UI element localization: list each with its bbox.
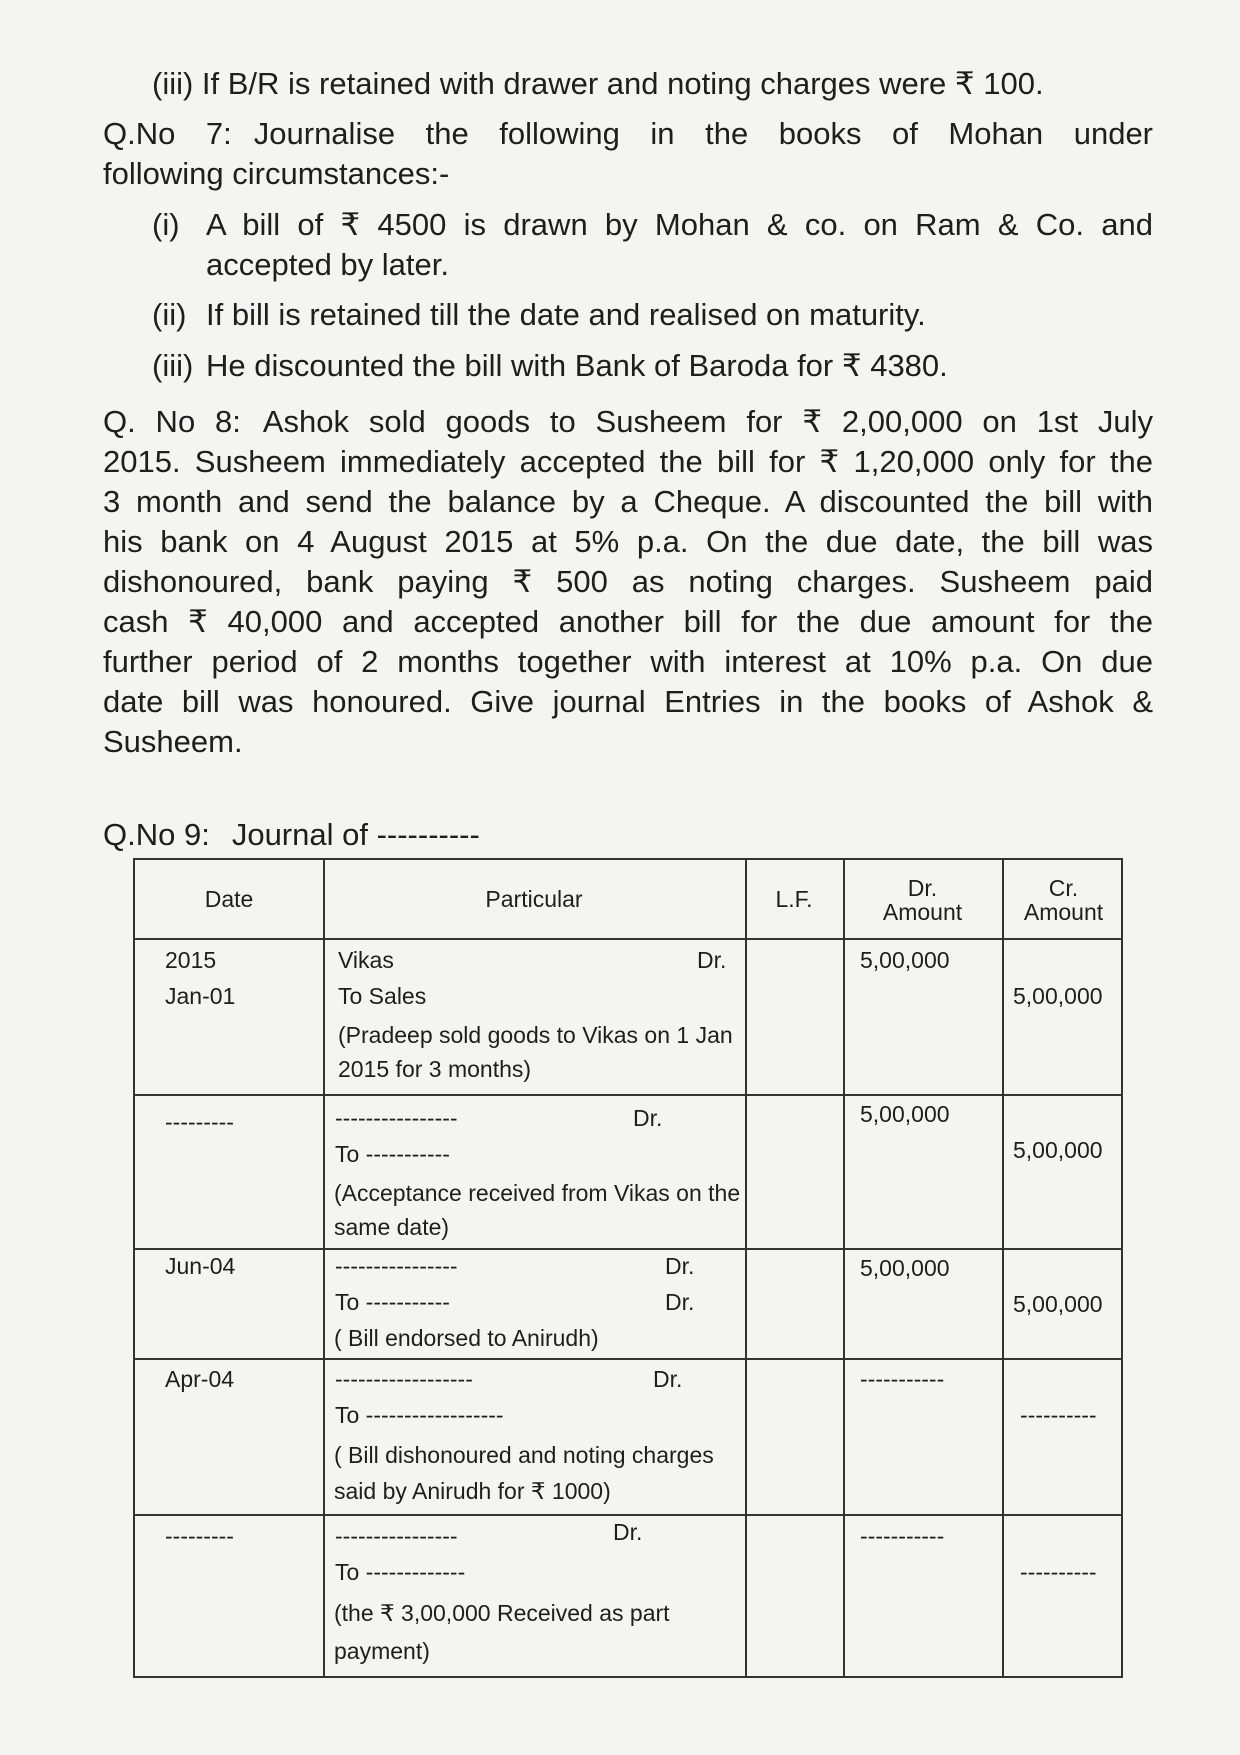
q8-line4: his bank on 4 August 2015 at 5% p.a. On the due date, the bill was <box>103 524 1153 559</box>
row1-cr-amount: 5,00,000 <box>1013 983 1103 1009</box>
row1-date2: Jan-01 <box>165 983 236 1009</box>
row5-cr-amount: ---------- <box>1020 1559 1097 1585</box>
row3-dr-mark2: Dr. <box>665 1289 695 1315</box>
divider-particular <box>745 860 747 1676</box>
row4-cr-amount: ---------- <box>1020 1402 1097 1428</box>
q8-line1 <box>103 402 1153 442</box>
row1-credit: To Sales <box>338 983 427 1009</box>
q8-label: Q. No 8: <box>103 404 241 439</box>
q8-line8: date bill was honoured. Give journal Entries in the books of Ashok & <box>103 684 1153 719</box>
q7-item-i-line2: accepted by later. <box>206 247 449 282</box>
q7-line1 <box>103 114 1153 154</box>
q7-text-line1: Journalise the following in the books of Mohan under <box>253 116 1154 151</box>
row3-debit: ---------------- <box>335 1253 458 1279</box>
row5-dr-amount: ----------- <box>860 1523 945 1549</box>
row1-dr-amount: 5,00,000 <box>860 947 950 973</box>
row2-cr-amount: 5,00,000 <box>1013 1137 1103 1163</box>
q8-line3: 3 month and send the balance by a Cheque. A discounted the bill with <box>103 484 1153 519</box>
row5-narration: (the ₹ 3,00,000 Received as part payment) <box>334 1600 670 1664</box>
header-dr-line1: Dr. <box>907 875 938 901</box>
header-date: Date <box>204 886 254 912</box>
row5-date: --------- <box>165 1523 234 1549</box>
q9-label: Q.No 9: <box>103 817 210 852</box>
row1-dr-mark: Dr. <box>697 947 727 973</box>
row5-dr-mark: Dr. <box>613 1519 643 1545</box>
header-dr-amount <box>843 876 1002 924</box>
q7-item-ii-text: If bill is retained till the date and realised on maturity. <box>206 297 926 332</box>
q8-line6: cash ₹ 40,000 and accepted another bill for the due amount for the <box>103 604 1153 639</box>
row1-date1: 2015 <box>165 947 217 973</box>
row3-dr-mark: Dr. <box>665 1253 695 1279</box>
row2-dr-amount: 5,00,000 <box>860 1101 950 1127</box>
row4-dr-amount: ----------- <box>860 1366 945 1392</box>
row2-narration: (Acceptance received from Vikas on the same date) <box>334 1180 741 1240</box>
q8-line5: dishonoured, bank paying ₹ 500 as noting charges. Susheem paid <box>103 564 1153 599</box>
q8-line2: 2015. Susheem immediately accepted the bill for ₹ 1,20,000 only for the <box>103 444 1153 479</box>
divider-header <box>135 938 1121 940</box>
row3-credit: To ----------- <box>335 1289 450 1315</box>
header-cr-line1: Cr. <box>1048 875 1079 901</box>
divider-row1 <box>135 1094 1121 1096</box>
row5-credit: To ------------- <box>335 1559 466 1585</box>
row4-credit: To ------------------ <box>335 1402 504 1428</box>
row2-dr-mark: Dr. <box>633 1105 663 1131</box>
divider-row4 <box>135 1514 1121 1516</box>
row2-date: --------- <box>165 1109 234 1135</box>
q8-line1-text: Ashok sold goods to Susheem for ₹ 2,00,000 on 1st July <box>262 404 1154 439</box>
header-cr-amount <box>1002 876 1125 924</box>
divider-dr <box>1002 860 1004 1676</box>
row2-credit: To ----------- <box>335 1141 450 1167</box>
q7-item-ii-num: (ii) <box>152 297 187 332</box>
row5-debit: ---------------- <box>335 1523 458 1549</box>
row1-debit: Vikas <box>338 947 394 973</box>
q7-item-iii-text: He discounted the bill with Bank of Baroda for ₹ 4380. <box>206 348 948 383</box>
row4-narration: ( Bill dishonoured and noting charges said by Anirudh for ₹ 1000) <box>334 1442 714 1504</box>
q7-label: Q.No 7: <box>103 116 232 151</box>
header-cr-line2: Amount <box>1023 899 1104 925</box>
header-lf: L.F. <box>775 886 813 912</box>
q7-item-iii-num: (iii) <box>152 348 194 383</box>
header-dr-line2: Amount <box>882 899 963 925</box>
row1-narration: (Pradeep sold goods to Vikas on 1 Jan 2015 for 3 months) <box>338 1022 733 1082</box>
divider-date <box>323 860 325 1676</box>
row4-date: Apr-04 <box>165 1366 235 1392</box>
row3-narration: ( Bill endorsed to Anirudh) <box>334 1325 599 1351</box>
row3-dr-amount: 5,00,000 <box>860 1255 950 1281</box>
row2-debit: ---------------- <box>335 1105 458 1131</box>
q8-line7: further period of 2 months together with interest at 10% p.a. On due <box>103 644 1153 679</box>
q7-item-i-line1: A bill of ₹ 4500 is drawn by Mohan & co. on Ram & Co. and <box>206 207 1153 242</box>
header-particular: Particular <box>485 886 583 912</box>
journal-table <box>133 858 1123 1678</box>
divider-lf <box>843 860 845 1676</box>
q9-heading <box>103 815 480 855</box>
q7-item-i-num: (i) <box>152 207 180 242</box>
row3-date: Jun-04 <box>165 1253 236 1279</box>
row3-cr-amount: 5,00,000 <box>1013 1291 1103 1317</box>
q7-text-line2: following circumstances:- <box>103 156 450 191</box>
q9-title: Journal of ---------- <box>231 817 480 852</box>
row4-dr-mark: Dr. <box>653 1366 683 1392</box>
divider-row3 <box>135 1358 1121 1360</box>
q8-line9: Susheem. <box>103 724 243 759</box>
row4-debit: ------------------ <box>335 1366 473 1392</box>
q6-item-iii: (iii) If B/R is retained with drawer and noting charges were ₹ 100. <box>152 66 1044 101</box>
divider-row2 <box>135 1248 1121 1250</box>
